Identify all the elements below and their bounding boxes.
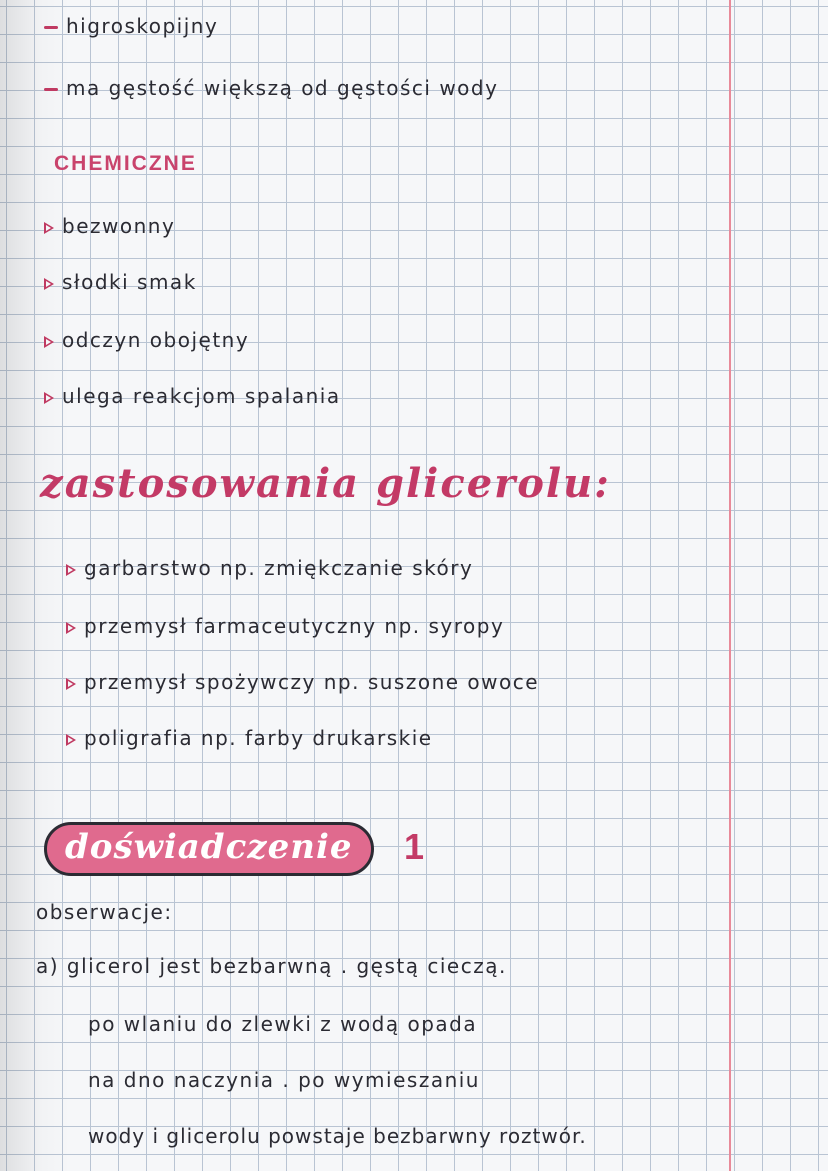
triangle-bullet-icon — [66, 734, 76, 746]
use-item-pharma: przemysł farmaceutyczny np. syropy — [66, 614, 504, 638]
observations-label: obserwacje: — [36, 900, 173, 924]
experiment-number: 1 — [404, 826, 425, 867]
use-item-printing: poligrafia np. farby drukarskie — [66, 726, 433, 750]
use-item-tanning: garbarstwo np. zmiękczanie skóry — [66, 556, 473, 580]
dash-icon — [44, 26, 58, 29]
triangle-bullet-icon — [44, 336, 54, 348]
margin-line — [729, 0, 731, 1171]
observation-line-4: wody i glicerolu powstaje bezbarwny roztwór. — [88, 1124, 587, 1148]
observation-line-3: na dno naczynia . po wymieszaniu — [88, 1068, 480, 1092]
triangle-bullet-icon — [44, 278, 54, 290]
prop-line-hygroscopic: higroskopijny — [44, 14, 218, 38]
use-item-food: przemysł spożywczy np. suszone owoce — [66, 670, 539, 694]
chem-item-neutral: odczyn obojętny — [44, 328, 249, 352]
observation-line-1: a) glicerol jest bezbarwną . gęstą cieczą. — [36, 954, 507, 978]
chem-item-sweet: słodki smak — [44, 270, 197, 294]
triangle-bullet-icon — [66, 678, 76, 690]
chem-item-odorless: bezwonny — [44, 214, 175, 238]
triangle-bullet-icon — [44, 392, 54, 404]
triangle-bullet-icon — [66, 622, 76, 634]
chem-item-combustion: ulega reakcjom spalania — [44, 384, 341, 408]
prop-line-density: ma gęstość większą od gęstości wody — [44, 76, 498, 100]
dash-icon — [44, 88, 58, 91]
chemical-heading: CHEMICZNE — [54, 152, 197, 175]
uses-title: zastosowania glicerolu: — [40, 460, 611, 507]
triangle-bullet-icon — [44, 222, 54, 234]
experiment-badge: doświadczenie — [44, 822, 374, 876]
observation-line-2: po wlaniu do zlewki z wodą opada — [88, 1012, 478, 1036]
triangle-bullet-icon — [66, 564, 76, 576]
